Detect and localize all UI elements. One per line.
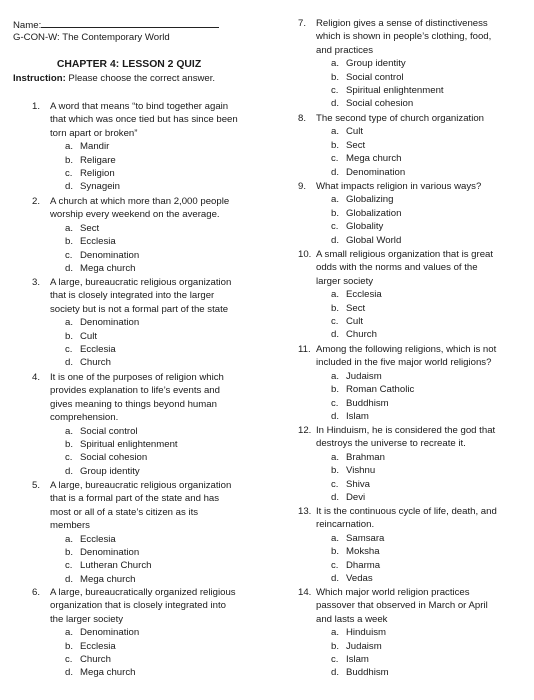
answer-option (32, 249, 272, 262)
option-text: Denomination (80, 547, 140, 559)
question-5 (32, 479, 272, 586)
option-text: Globalizing (346, 194, 394, 206)
question-text-line: members (50, 520, 90, 532)
option-text: Samsara (346, 532, 385, 544)
option-text: Judaism (346, 640, 382, 652)
option-letter: d. (65, 573, 74, 585)
option-letter: c. (331, 654, 339, 666)
option-letter: b. (331, 302, 340, 314)
question-text-line: gives meaning to things beyond human (50, 398, 217, 410)
option-letter: d. (65, 465, 74, 477)
answer-option (32, 626, 272, 639)
option-text: Synagein (80, 181, 121, 193)
question-text-line: destroys the universe to recreate it. (316, 438, 466, 450)
question-13 (298, 505, 524, 585)
answer-option (298, 234, 524, 247)
option-letter: d. (331, 667, 340, 679)
answer-option (32, 222, 272, 235)
answer-option (32, 546, 272, 559)
option-letter: d. (65, 357, 74, 369)
question-stem (298, 17, 524, 57)
option-text: Shiva (346, 478, 370, 490)
question-text-line: included in the five major world religions? (316, 357, 492, 369)
option-letter: d. (65, 181, 74, 193)
option-letter: c. (331, 397, 339, 409)
option-text: Spiritual enlightenment (346, 85, 444, 97)
answer-option (32, 167, 272, 180)
option-text: Ecclesia (80, 640, 116, 652)
option-letter: d. (331, 573, 340, 585)
answer-option (32, 316, 272, 329)
option-text: Vishnu (346, 465, 376, 477)
option-letter: b. (65, 547, 74, 559)
answer-option (32, 666, 272, 679)
question-stem (298, 424, 524, 451)
option-text: Mega church (346, 153, 402, 165)
option-text: Globalization (346, 207, 402, 219)
answer-option (298, 57, 524, 70)
question-text-line: that is closely integrated into the larger (50, 290, 215, 302)
option-text: Religare (80, 154, 116, 166)
option-letter: b. (331, 384, 340, 396)
option-text: Social cohesion (80, 452, 148, 464)
question-text-line: What impacts religion in various ways? (316, 181, 482, 192)
answer-option (298, 640, 524, 653)
question-text-line: reincarnation. (316, 519, 375, 531)
question-text-line: the larger society (50, 613, 124, 625)
question-6 (32, 586, 272, 680)
option-letter: d. (331, 329, 340, 341)
option-text: Islam (346, 411, 369, 423)
question-14 (298, 586, 524, 680)
option-text: Brahman (346, 451, 385, 463)
option-letter: d. (331, 234, 340, 246)
answer-option (298, 193, 524, 206)
answer-option (32, 180, 272, 193)
option-letter: c. (65, 249, 73, 261)
option-text: Mega church (80, 667, 136, 679)
question-number: 9. (298, 181, 307, 192)
question-text-line: and practices (316, 44, 374, 56)
question-text-line: organization that is closely integrated into (50, 600, 226, 612)
option-letter: b. (331, 207, 340, 219)
question-text-line: which is shown in people’s clothing, food, (316, 31, 492, 43)
answer-option (298, 464, 524, 477)
question-text-line: The second type of church organization (316, 113, 484, 124)
option-text: Ecclesia (346, 289, 382, 301)
question-11 (298, 343, 524, 423)
question-stem (298, 586, 524, 626)
answer-option (32, 356, 272, 369)
answer-option (298, 328, 524, 341)
question-stem (32, 586, 272, 626)
option-text: Moksha (346, 546, 380, 558)
option-letter: d. (331, 411, 340, 423)
question-number: 6. (32, 587, 41, 598)
question-number: 11. (298, 344, 311, 355)
option-letter: a. (331, 451, 340, 463)
answer-option (298, 207, 524, 220)
question-text-line: Among the following religions, which is not (316, 344, 497, 355)
question-stem (32, 479, 272, 533)
answer-option (32, 573, 272, 586)
answer-option (298, 532, 524, 545)
option-text: Roman Catholic (346, 384, 415, 396)
question-9 (298, 180, 524, 247)
instruction (13, 73, 271, 84)
option-text: Sect (80, 222, 100, 234)
question-text-line: It is one of the purposes of religion which (50, 372, 224, 383)
question-text-line: that which was once tied but has since been (50, 114, 238, 126)
answer-option (298, 572, 524, 585)
option-text: Mandir (80, 141, 110, 153)
question-number: 3. (32, 277, 41, 288)
option-letter: b. (65, 330, 74, 342)
answer-option (298, 653, 524, 666)
question-text-line: A large, bureaucratic religious organization (50, 480, 232, 491)
answer-option (298, 71, 524, 84)
option-text: Denomination (80, 317, 140, 329)
answer-option (298, 152, 524, 165)
answer-option (298, 370, 524, 383)
answer-option (32, 640, 272, 653)
option-letter: a. (65, 317, 74, 329)
option-text: Ecclesia (80, 344, 116, 356)
option-text: Globality (346, 221, 384, 233)
question-text-line: comprehension. (50, 412, 119, 424)
option-letter: d. (331, 98, 340, 110)
option-letter: c. (65, 168, 73, 180)
option-letter: a. (65, 141, 74, 153)
option-letter: c. (65, 452, 73, 464)
option-text: Group identity (80, 465, 140, 477)
question-text-line: Which major world religion practices (316, 587, 470, 598)
question-stem (298, 505, 524, 532)
question-text-line: society but is not a formal part of the state (50, 303, 229, 315)
answer-option (298, 545, 524, 558)
answer-option (32, 262, 272, 275)
option-text: Social control (346, 71, 404, 83)
option-letter: b. (65, 640, 74, 652)
option-text: Denomination (80, 627, 140, 639)
option-text: Social cohesion (346, 98, 414, 110)
question-text-line: In Hinduism, he is considered the god that (316, 425, 496, 436)
answer-option (298, 315, 524, 328)
option-text: Denomination (80, 249, 140, 261)
question-number: 10. (298, 249, 312, 260)
quiz-title: CHAPTER 4: LESSON 2 QUIZ (56, 59, 202, 70)
option-text: Devi (346, 492, 366, 504)
question-text-line: that is a formal part of the state and has (50, 493, 220, 505)
option-letter: b. (331, 465, 340, 477)
answer-option (298, 166, 524, 179)
option-letter: d. (331, 492, 340, 504)
answer-option (32, 330, 272, 343)
option-text: Mega church (80, 573, 136, 585)
answer-option (298, 478, 524, 491)
question-text-line: A large, bureaucratically organized religious (50, 587, 236, 598)
option-text: Church (80, 654, 111, 666)
option-letter: a. (331, 370, 340, 382)
question-text-line: most or all of a state’s citizen as its (50, 506, 199, 518)
question-text-line: It is the continuous cycle of life, death, and (316, 506, 497, 517)
question-number: 13. (298, 506, 312, 517)
answer-option (298, 302, 524, 315)
question-stem (298, 112, 524, 125)
option-text: Spiritual enlightenment (80, 439, 178, 451)
option-letter: c. (331, 316, 339, 328)
name-field (13, 18, 271, 31)
option-text: Islam (346, 654, 369, 666)
answer-option (32, 533, 272, 546)
option-letter: a. (331, 289, 340, 301)
question-8 (298, 112, 524, 179)
question-1 (32, 100, 272, 194)
question-text-line: provides explanation to life’s events and (50, 385, 220, 397)
answer-option (32, 451, 272, 464)
question-number: 14. (298, 587, 312, 598)
answer-option (32, 653, 272, 666)
option-letter: c. (331, 559, 339, 571)
question-stem (32, 276, 272, 316)
option-text: Cult (346, 316, 364, 328)
question-text-line: passover that observed in March or April (316, 600, 488, 612)
option-letter: a. (65, 222, 74, 234)
question-number: 8. (298, 113, 307, 124)
answer-option (32, 154, 272, 167)
option-text: Cult (80, 330, 98, 342)
option-letter: b. (331, 640, 340, 652)
option-text: Social control (80, 425, 138, 437)
option-letter: b. (65, 236, 74, 248)
option-letter: a. (65, 627, 74, 639)
option-text: Denomination (346, 166, 406, 178)
option-letter: b. (65, 439, 74, 451)
answer-option (298, 125, 524, 138)
option-text: Church (80, 357, 111, 369)
answer-option (32, 235, 272, 248)
answer-option (298, 220, 524, 233)
option-letter: d. (331, 166, 340, 178)
question-number: 7. (298, 18, 307, 29)
option-letter: c. (331, 221, 339, 233)
option-letter: c. (65, 344, 73, 356)
question-text-line: torn apart or broken” (50, 127, 138, 139)
option-text: Buddhism (346, 667, 389, 679)
option-text: Mega church (80, 263, 136, 275)
question-number: 5. (32, 480, 41, 491)
option-text: Sect (346, 139, 366, 151)
course-subject: G-CON-W: The Contemporary World (13, 32, 170, 43)
option-letter: b. (331, 139, 340, 151)
option-letter: b. (331, 546, 340, 558)
answer-option (298, 84, 524, 97)
question-4 (32, 371, 272, 478)
question-stem (298, 180, 524, 193)
question-3 (32, 276, 272, 370)
question-number: 2. (32, 196, 41, 207)
option-letter: d. (65, 263, 74, 275)
option-text: Ecclesia (80, 533, 116, 545)
question-2 (32, 195, 272, 275)
option-letter: c. (65, 654, 73, 666)
option-letter: a. (331, 194, 340, 206)
question-number: 12. (298, 425, 312, 436)
option-letter: a. (65, 533, 74, 545)
option-text: Sect (346, 302, 366, 314)
option-letter: a. (65, 425, 74, 437)
question-text-line: and lasts a week (316, 613, 388, 625)
option-letter: a. (331, 627, 340, 639)
answer-option (298, 559, 524, 572)
answer-option (298, 139, 524, 152)
option-text: Cult (346, 126, 364, 138)
instruction-text: Please choose the correct answer. (65, 73, 216, 84)
answer-option (298, 491, 524, 504)
name-blank-line (41, 18, 219, 28)
answer-option (298, 626, 524, 639)
question-text-line: A word that means “to bind together again (50, 101, 229, 112)
question-7 (298, 17, 524, 111)
answer-option (298, 451, 524, 464)
instruction-label: Instruction: (13, 73, 66, 84)
answer-option (32, 425, 272, 438)
answer-option (32, 559, 272, 572)
question-text-line: odds with the norms and values of the (316, 262, 478, 274)
question-text-line: larger society (316, 275, 374, 287)
option-text: Hinduism (346, 627, 386, 639)
option-text: Ecclesia (80, 236, 116, 248)
question-number: 4. (32, 372, 41, 383)
question-stem (298, 343, 524, 370)
question-text-line: Religion gives a sense of distinctiveness (316, 18, 488, 29)
option-letter: a. (331, 58, 340, 70)
question-10 (298, 248, 524, 342)
question-text-line: A church at which more than 2,000 people (50, 196, 230, 207)
option-text: Dharma (346, 559, 381, 571)
option-text: Vedas (346, 573, 373, 585)
option-letter: c. (331, 478, 339, 490)
option-letter: b. (65, 154, 74, 166)
option-text: Church (346, 329, 377, 341)
option-text: Lutheran Church (80, 560, 152, 572)
option-text: Group identity (346, 58, 406, 70)
option-text: Judaism (346, 370, 382, 382)
answer-option (298, 397, 524, 410)
option-letter: b. (331, 71, 340, 83)
option-letter: d. (65, 667, 74, 679)
question-12 (298, 424, 524, 504)
question-text-line: worship every weekend on the average. (50, 209, 220, 221)
question-text-line: A large, bureaucratic religious organization (50, 277, 232, 288)
question-stem (32, 195, 272, 222)
option-letter: a. (331, 126, 340, 138)
question-stem (298, 248, 524, 288)
question-text-line: A small religious organization that is great (316, 249, 494, 260)
answer-option (298, 666, 524, 679)
answer-option (32, 438, 272, 451)
question-number: 1. (32, 101, 41, 112)
option-letter: c. (331, 153, 339, 165)
answer-option (298, 288, 524, 301)
answer-option (298, 383, 524, 396)
question-stem (32, 371, 272, 425)
option-letter: c. (331, 85, 339, 97)
answer-option (32, 465, 272, 478)
option-text: Buddhism (346, 397, 389, 409)
answer-option (32, 343, 272, 356)
option-letter: c. (65, 560, 73, 572)
option-letter: a. (331, 532, 340, 544)
answer-option (32, 140, 272, 153)
answer-option (298, 97, 524, 110)
name-label: Name: (13, 20, 42, 31)
option-text: Global World (346, 234, 402, 246)
answer-option (298, 410, 524, 423)
question-stem (32, 100, 272, 140)
option-text: Religion (80, 168, 115, 180)
